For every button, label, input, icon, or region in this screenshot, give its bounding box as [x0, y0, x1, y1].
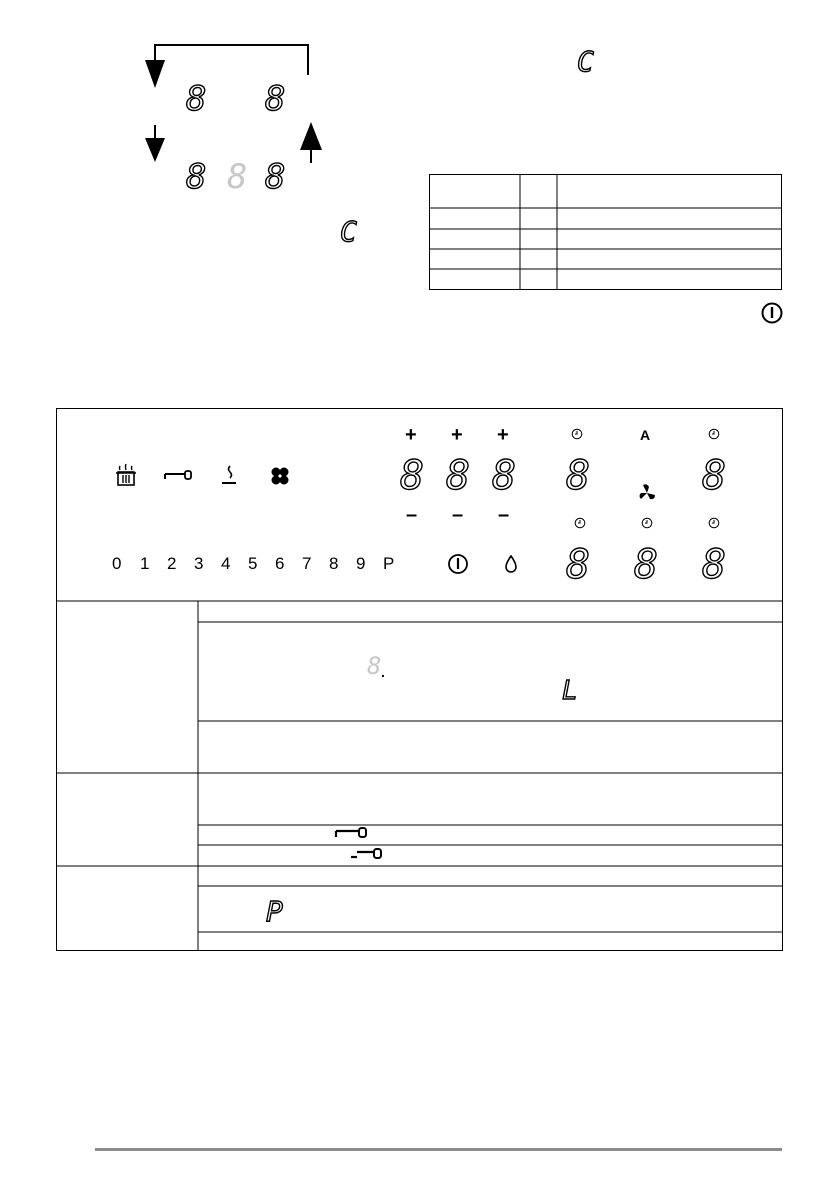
fan-small-icon: [636, 482, 658, 504]
zone-display: 8: [492, 453, 517, 499]
hob-hood-icon: [220, 464, 238, 486]
timer-display: 8: [702, 542, 727, 588]
power-level[interactable]: P: [383, 554, 395, 573]
minus-button[interactable]: –: [498, 504, 510, 526]
timer-display: 8: [566, 453, 591, 499]
clock-icon: [708, 428, 720, 440]
c-symbol: C: [340, 215, 357, 248]
timer-display: 8: [566, 542, 591, 588]
pot-icon: [114, 462, 138, 488]
l-symbol: L: [562, 676, 578, 706]
fan-icon: [270, 466, 290, 486]
sequence-digit-dim: 8: [227, 157, 248, 197]
plus-button[interactable]: +: [451, 424, 463, 446]
clock-icon: [708, 517, 720, 529]
minus-button[interactable]: –: [452, 504, 464, 526]
timer-display: 8: [634, 542, 659, 588]
power-level[interactable]: 3: [194, 554, 204, 573]
sequence-digit: 8: [186, 79, 207, 119]
top-right-c-symbol: C: [577, 45, 594, 78]
clock-icon: [641, 517, 653, 529]
power-level[interactable]: 6: [275, 554, 285, 573]
footer-rule: [95, 1148, 782, 1151]
power-level[interactable]: 7: [302, 554, 312, 573]
p-symbol: P: [266, 895, 283, 928]
timer-display: 8: [702, 453, 727, 499]
minus-button[interactable]: –: [406, 504, 418, 526]
plus-button[interactable]: +: [497, 424, 509, 446]
clock-icon: [574, 517, 586, 529]
plus-button[interactable]: +: [405, 424, 417, 446]
sequence-digit: 8: [265, 157, 286, 197]
power-level[interactable]: 4: [221, 554, 231, 573]
sequence-digit: 8: [265, 79, 286, 119]
key-icon: [334, 826, 368, 840]
drop-icon[interactable]: [503, 554, 519, 574]
key-icon: [163, 469, 193, 483]
power-level[interactable]: 8: [329, 554, 339, 573]
sequence-digit: 8: [186, 157, 207, 197]
clock-icon: [571, 428, 583, 440]
power-icon[interactable]: [447, 553, 469, 575]
zone-display: 8: [400, 453, 425, 499]
zone-display: 8: [446, 453, 471, 499]
power-level[interactable]: 2: [167, 554, 177, 573]
small-digit-dot: .: [381, 664, 385, 680]
power-level[interactable]: 9: [356, 554, 366, 573]
auto-label: A: [640, 427, 651, 443]
power-level[interactable]: 0: [112, 554, 122, 573]
key-icon: [349, 847, 383, 861]
power-level[interactable]: 1: [140, 554, 150, 573]
power-level[interactable]: 5: [248, 554, 258, 573]
small-digit: 8: [367, 652, 382, 680]
